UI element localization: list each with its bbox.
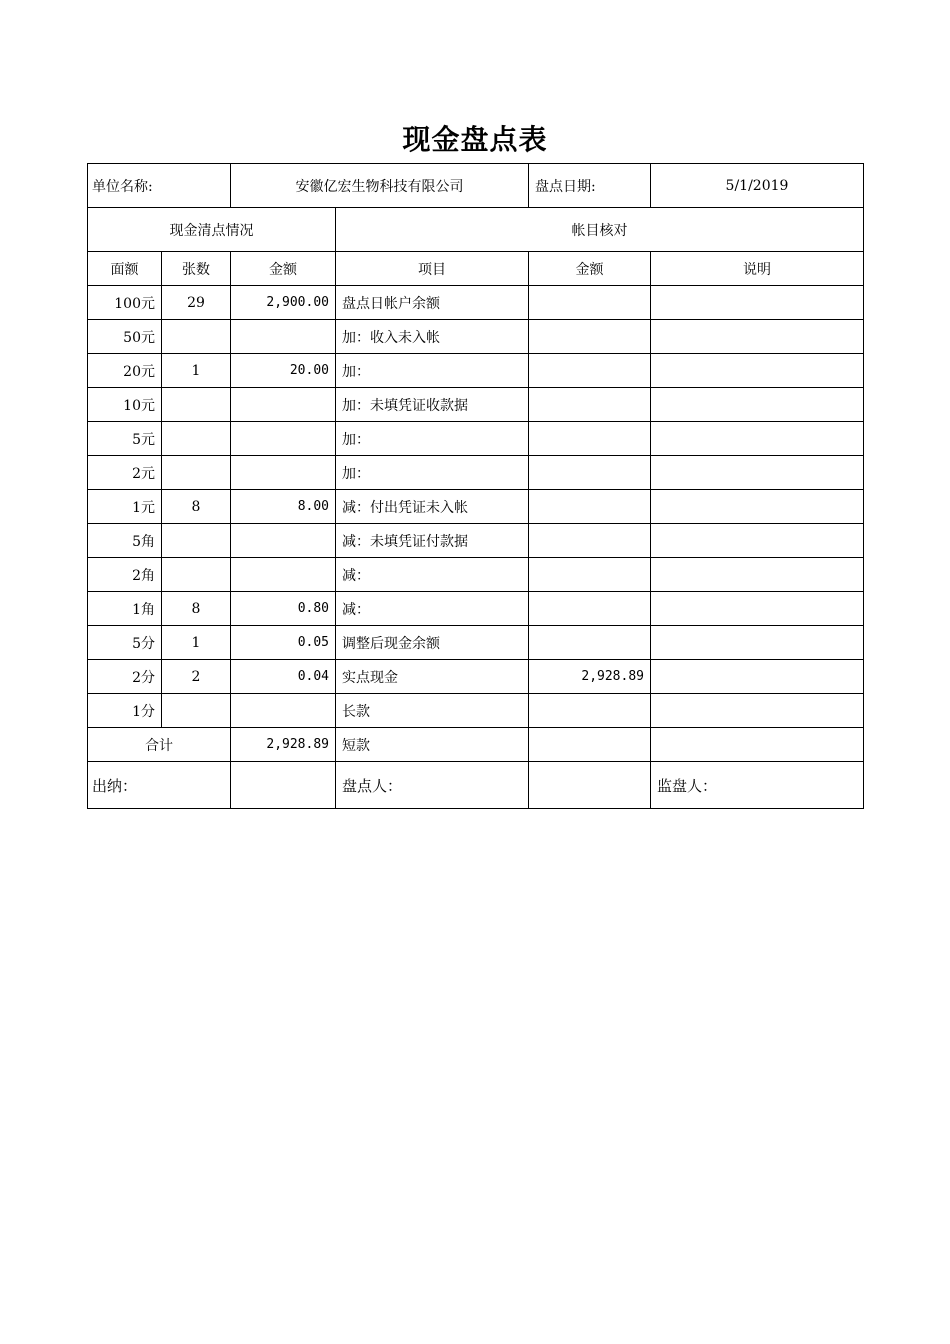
denomination-cell: 2角 [88,558,162,592]
table-row [88,524,864,558]
cash-count-table [87,163,864,809]
amount-cell[interactable]: 0.04 [231,660,336,694]
item-cell: 盘点日帐户余额 [336,286,529,320]
unit-name-label-text: 单位名称: [92,178,153,195]
count-cell[interactable] [162,524,231,558]
item-cell: 实点现金 [336,660,529,694]
item-cell: 加：未填凭证收款据 [336,388,529,422]
item-amount-cell[interactable] [529,490,651,524]
count-header: 张数 [162,252,231,286]
section-header-row [88,208,864,252]
item-cell: 短款 [336,728,529,762]
count-cell[interactable] [162,694,231,728]
table-row [88,660,864,694]
denomination-cell: 50元 [88,320,162,354]
note-cell[interactable] [651,524,864,558]
denomination-cell: 5元 [88,422,162,456]
page-title: 现金盘点表 [402,123,548,156]
cashier-signature-field[interactable] [231,762,336,809]
item-amount-cell[interactable] [529,558,651,592]
note-cell[interactable] [651,286,864,320]
count-cell[interactable] [162,422,231,456]
count-cell[interactable] [162,388,231,422]
amount-cell[interactable]: 2,900.00 [231,286,336,320]
item-amount-cell[interactable] [529,354,651,388]
unit-name-value[interactable]: 安徽亿宏生物科技有限公司 [231,164,529,208]
item-amount-cell[interactable] [529,320,651,354]
note-cell[interactable] [651,354,864,388]
item-cell: 加： [336,422,529,456]
table-row [88,354,864,388]
cashier-label: 出纳： [88,762,231,809]
amount-cell[interactable] [231,524,336,558]
count-date-value[interactable]: 5/1/2019 [651,164,864,208]
item-amount-cell[interactable] [529,422,651,456]
table-row [88,456,864,490]
item-cell: 加：收入未入帐 [336,320,529,354]
denomination-cell: 2分 [88,660,162,694]
table-row [88,286,864,320]
note-cell[interactable] [651,456,864,490]
item-amount-header: 金额 [529,252,651,286]
unit-name-label [88,164,231,208]
denomination-cell: 1元 [88,490,162,524]
total-amount[interactable]: 2,928.89 [231,728,336,762]
note-cell[interactable] [651,558,864,592]
count-cell[interactable] [162,456,231,490]
amount-cell[interactable]: 0.80 [231,592,336,626]
item-amount-cell[interactable] [529,456,651,490]
account-check-section-header: 帐目核对 [336,208,864,252]
note-cell[interactable] [651,660,864,694]
table-row [88,592,864,626]
amount-cell[interactable] [231,456,336,490]
item-amount-cell[interactable] [529,728,651,762]
denomination-cell: 2元 [88,456,162,490]
item-amount-cell[interactable] [529,286,651,320]
total-label: 合计 [88,728,231,762]
amount-cell[interactable] [231,422,336,456]
item-cell: 减：未填凭证付款据 [336,524,529,558]
item-cell: 减： [336,592,529,626]
item-cell: 长款 [336,694,529,728]
total-row [88,728,864,762]
amount-cell[interactable] [231,388,336,422]
amount-cell[interactable]: 0.05 [231,626,336,660]
item-cell: 加： [336,456,529,490]
note-cell[interactable] [651,694,864,728]
note-cell[interactable] [651,422,864,456]
denomination-header: 面额 [88,252,162,286]
denomination-cell: 1分 [88,694,162,728]
amount-cell[interactable] [231,320,336,354]
denomination-cell: 20元 [88,354,162,388]
table-row [88,694,864,728]
table-row [88,490,864,524]
denomination-cell: 5角 [88,524,162,558]
item-header: 项目 [336,252,529,286]
table-row [88,388,864,422]
item-cell: 减： [336,558,529,592]
counter-signature-field[interactable] [529,762,651,809]
table-row [88,626,864,660]
amount-cell[interactable] [231,694,336,728]
note-cell[interactable] [651,320,864,354]
note-header: 说明 [651,252,864,286]
item-cell: 减：付出凭证未入帐 [336,490,529,524]
table-row [88,422,864,456]
count-cell[interactable]: 29 [162,286,231,320]
count-cell[interactable] [162,320,231,354]
count-date-label: 盘点日期: [529,164,651,208]
item-cell: 加： [336,354,529,388]
count-cell[interactable] [162,558,231,592]
count-cell[interactable]: 2 [162,660,231,694]
count-cell[interactable]: 1 [162,626,231,660]
denomination-cell: 1角 [88,592,162,626]
note-cell[interactable] [651,592,864,626]
item-amount-cell[interactable] [529,592,651,626]
denomination-cell: 10元 [88,388,162,422]
counter-label: 盘点人： [336,762,529,809]
note-cell[interactable] [651,626,864,660]
note-cell[interactable] [651,728,864,762]
info-row [88,164,864,208]
amount-cell[interactable]: 8.00 [231,490,336,524]
column-header-row [88,252,864,286]
supervisor-label: 监盘人： [651,762,864,809]
denomination-cell: 5分 [88,626,162,660]
cash-count-section-header: 现金清点情况 [88,208,336,252]
item-amount-cell[interactable]: 2,928.89 [529,660,651,694]
item-amount-cell[interactable] [529,524,651,558]
note-cell[interactable] [651,388,864,422]
note-cell[interactable] [651,490,864,524]
item-amount-cell[interactable] [529,694,651,728]
table-row [88,558,864,592]
denomination-cell: 100元 [88,286,162,320]
item-amount-cell[interactable] [529,626,651,660]
amount-header: 金额 [231,252,336,286]
item-amount-cell[interactable] [529,388,651,422]
count-cell[interactable]: 1 [162,354,231,388]
count-cell[interactable]: 8 [162,490,231,524]
amount-cell[interactable] [231,558,336,592]
signature-row [88,762,864,809]
table-row [88,320,864,354]
item-cell: 调整后现金余额 [336,626,529,660]
count-cell[interactable]: 8 [162,592,231,626]
amount-cell[interactable]: 20.00 [231,354,336,388]
